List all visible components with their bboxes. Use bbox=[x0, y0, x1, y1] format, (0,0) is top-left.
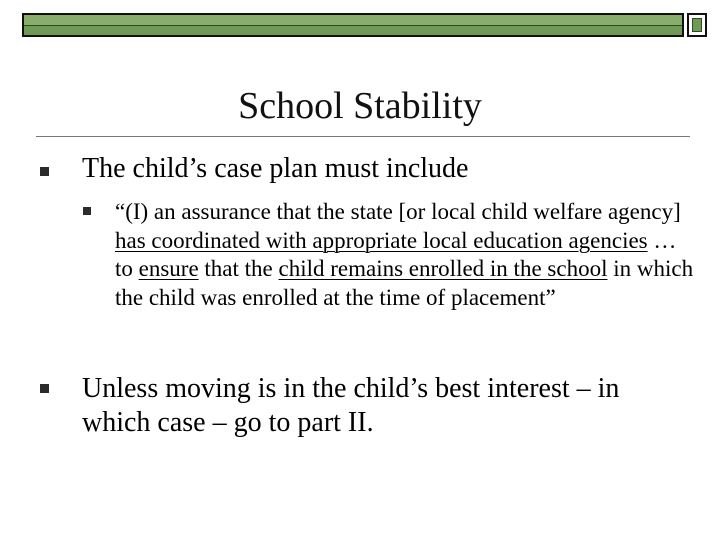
header-corner-box bbox=[687, 13, 707, 37]
header-bar-highlight bbox=[24, 15, 682, 25]
quote-part-3: that the bbox=[198, 256, 279, 281]
slide-title bbox=[0, 84, 720, 128]
bullet-square-icon bbox=[40, 384, 49, 393]
quote-underlined-ensure: ensure bbox=[138, 256, 199, 281]
header-accent-bar bbox=[22, 13, 684, 37]
quote-part-1: “(I) an assurance that the state [or local child welfare agency] bbox=[115, 199, 681, 224]
sub-bullet-square-icon bbox=[83, 207, 91, 215]
bullet-square-icon bbox=[40, 167, 49, 176]
quote-part-4: in which the child was enrolled at the time of placement” bbox=[115, 256, 694, 310]
bullet-1-text: The child’s case plan must include bbox=[82, 153, 469, 184]
quote-underlined-child-remains: child remains enrolled in the school bbox=[278, 256, 608, 281]
bullet-2-text: Unless moving is in the child’s best interest – in which case – go to part II. bbox=[82, 373, 620, 438]
header-corner-fill bbox=[692, 18, 702, 32]
slide-title-text: School Stability bbox=[238, 85, 482, 127]
quote-underlined-coordinated: has coordinated with appropriate local education agencies bbox=[115, 227, 648, 253]
quote-part-2: … to bbox=[115, 227, 677, 281]
title-divider bbox=[36, 136, 690, 137]
sub-bullet-text bbox=[115, 198, 695, 312]
header-bar-line bbox=[24, 25, 682, 26]
